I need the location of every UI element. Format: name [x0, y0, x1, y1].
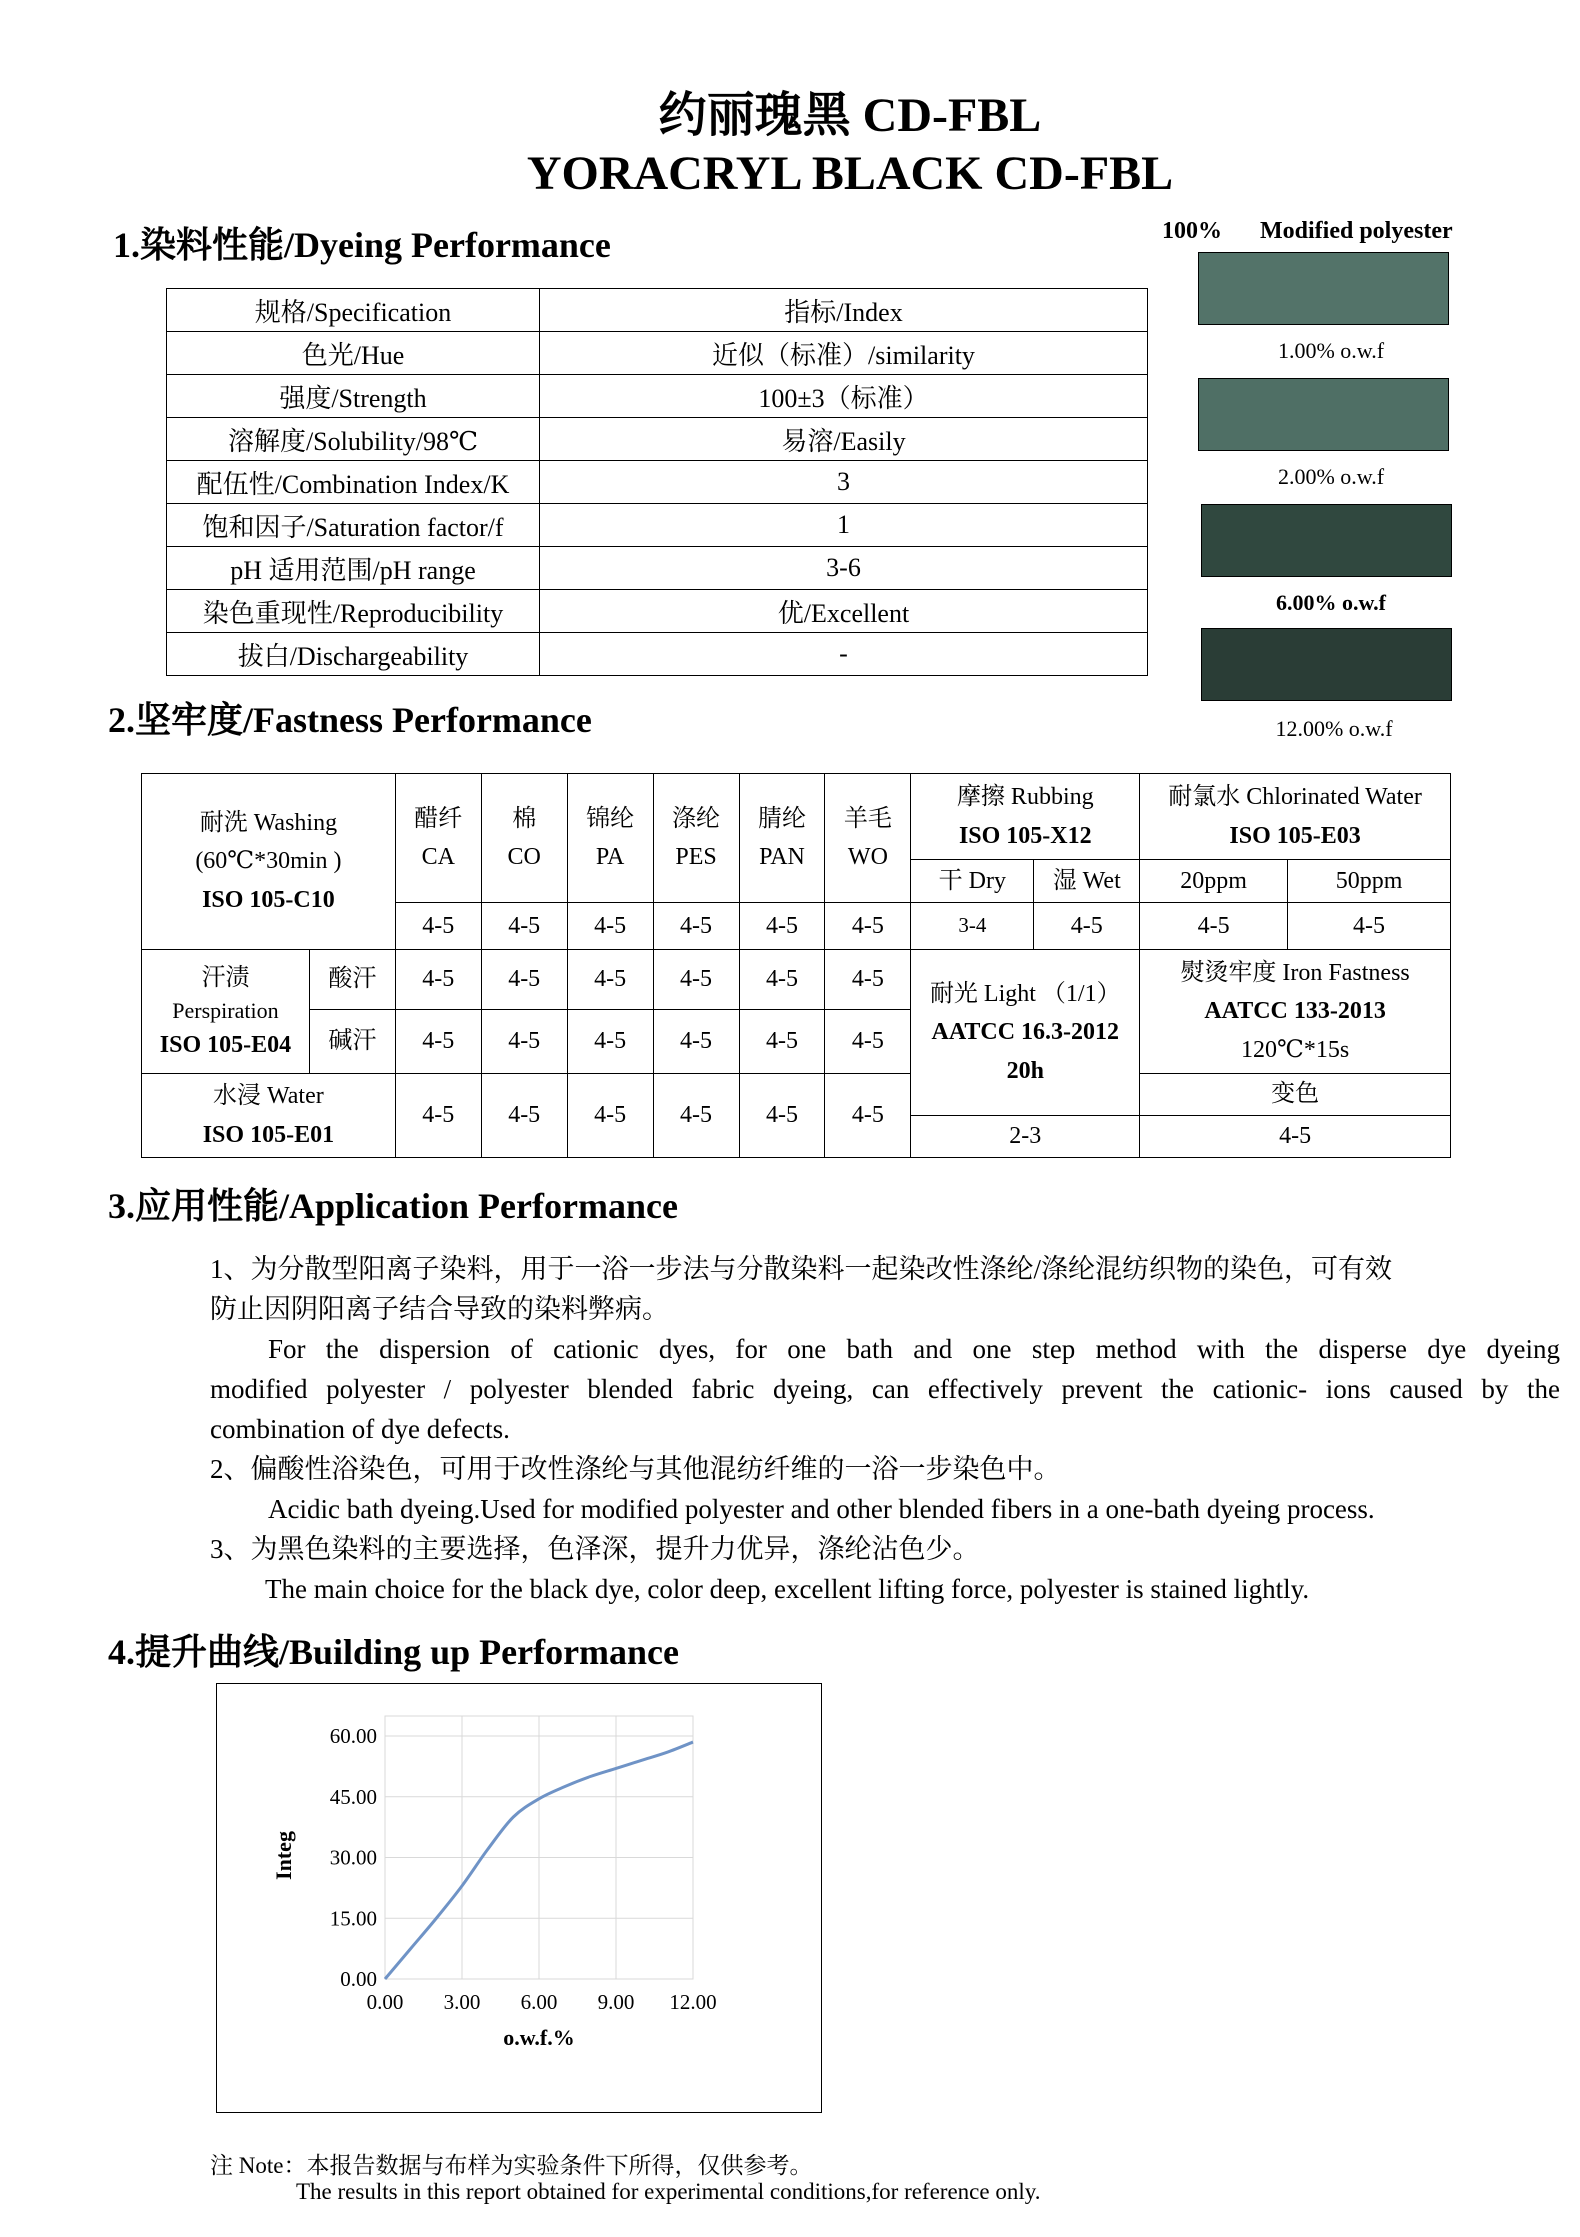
table-cell: 近似（标准）/similarity [540, 332, 1148, 375]
perspiration-cn: 汗渍 [201, 964, 250, 991]
table-row [142, 1074, 1451, 1116]
table-header-cell: 规格/Specification [167, 289, 540, 332]
washing-std: ISO 105-C10 [202, 886, 335, 913]
fiber-cn: 腈纶 [757, 805, 806, 832]
table-cell: 4-5 [395, 950, 481, 1010]
paragraph-line: For the dispersion of cationic dyes, for one bath and one step method with the disperse dye dyeing [268, 1334, 1560, 1364]
fiber-cn: 醋纤 [414, 805, 463, 832]
fiber-header [481, 774, 567, 903]
table-cell: 染色重现性/Reproducibility [167, 590, 540, 633]
building-up-chart [216, 1683, 822, 2113]
fiber-header [825, 774, 911, 903]
chlorinated-header [1140, 774, 1451, 860]
table-cell: 4-5 [653, 1010, 739, 1074]
perspiration-std: ISO 105-E04 [159, 1031, 292, 1058]
swatch-header-fiber: Modified polyester [1260, 218, 1453, 244]
chlorinated-v2-value: 4-5 [1288, 903, 1451, 950]
fiber-header [739, 774, 825, 903]
table-cell: 4-5 [739, 1010, 825, 1074]
fiber-en: PAN [759, 844, 805, 870]
table-row [167, 332, 1148, 375]
table-cell: 1 [540, 504, 1148, 547]
fiber-header [653, 774, 739, 903]
x-tick-label: 3.00 [443, 1990, 481, 2014]
x-tick-label: 12.00 [669, 1990, 717, 2014]
table-cell: 易溶/Easily [540, 418, 1148, 461]
table-header-cell: 指标/Index [540, 289, 1148, 332]
table-cell: 4-5 [653, 1074, 739, 1158]
fiber-cn: 锦纶 [586, 805, 635, 832]
swatch-1 [1198, 252, 1449, 325]
iron-value: 4-5 [1140, 1116, 1451, 1158]
water-name: 水浸 Water [213, 1083, 324, 1110]
fiber-cn: 棉 [512, 805, 537, 832]
x-tick-label: 0.00 [366, 1990, 404, 2014]
y-tick-label: 30.00 [329, 1845, 377, 1870]
x-tick-label: 6.00 [520, 1990, 558, 2014]
fiber-en: CO [507, 844, 541, 870]
table-row [167, 590, 1148, 633]
iron-name: 熨烫牢度 Iron Fastness [1180, 959, 1410, 986]
fiber-cn: 羊毛 [843, 805, 892, 832]
fiber-en: CA [421, 844, 455, 870]
fastness-table [141, 773, 1451, 1158]
table-cell: 4-5 [481, 1074, 567, 1158]
swatch-2 [1198, 378, 1449, 451]
swatch-label-1: 1.00% o.w.f [1277, 338, 1385, 363]
swatch-4 [1201, 628, 1452, 701]
table-cell: pH 适用范围/pH range [167, 547, 540, 590]
light-name: 耐光 Light （1/1） [929, 980, 1121, 1007]
y-tick-label: 60.00 [329, 1724, 377, 1748]
rubbing-std: ISO 105-X12 [958, 822, 1092, 849]
note-cn: 注 Note：本报告数据与布样为实验条件下所得，仅供参考。 [210, 2153, 813, 2178]
title-en: YORACRYL BLACK CD-FBL [526, 147, 1174, 200]
acid-label: 酸汗 [309, 950, 395, 1010]
table-cell: 4-5 [395, 903, 481, 950]
table-cell: 4-5 [567, 1010, 653, 1074]
fiber-en: PES [675, 844, 717, 870]
table-row [142, 774, 1451, 860]
table-row [167, 289, 1148, 332]
table-row [167, 633, 1148, 676]
chlorinated-v1-value: 4-5 [1140, 903, 1288, 950]
fiber-cn: 涤纶 [672, 805, 721, 832]
iron-cond: 120℃*15s [1240, 1036, 1350, 1063]
alkali-label: 碱汗 [309, 1010, 395, 1074]
light-value: 2-3 [911, 1116, 1140, 1158]
table-cell: 4-5 [739, 1074, 825, 1158]
chlorinated-std: ISO 105-E03 [1229, 822, 1361, 849]
paragraph-line: modified polyester / polyester blended fabric dyeing, can effectively prevent the cationic- ions caused by the [210, 1374, 1560, 1404]
section-1-heading: 1.染料性能/Dyeing Performance [113, 225, 611, 265]
table-cell: 4-5 [825, 950, 911, 1010]
rubbing-wet-value: 4-5 [1034, 903, 1140, 950]
light-std: AATCC 16.3-2012 [931, 1019, 1120, 1046]
light-time: 20h [1006, 1057, 1044, 1084]
table-row [167, 547, 1148, 590]
iron-cell [1140, 950, 1451, 1074]
table-cell: 优/Excellent [540, 590, 1148, 633]
table-cell: 配伍性/Combination Index/K [167, 461, 540, 504]
table-cell: 4-5 [825, 1010, 911, 1074]
table-cell: 4-5 [653, 950, 739, 1010]
iron-std: AATCC 133-2013 [1204, 998, 1386, 1025]
table-cell: 溶解度/Solubility/98℃ [167, 418, 540, 461]
rubbing-header [911, 774, 1140, 860]
y-tick-label: 45.00 [329, 1784, 377, 1809]
table-cell: 拔白/Dischargeability [167, 633, 540, 676]
table-cell: 3-6 [540, 547, 1148, 590]
table-cell: 饱和因子/Saturation factor/f [167, 504, 540, 547]
chart-svg [217, 1684, 821, 2112]
y-tick-label: 0.00 [340, 1967, 377, 1991]
section-2-heading: 2.坚牢度/Fastness Performance [108, 700, 592, 740]
table-cell: - [540, 633, 1148, 676]
x-axis-label: o.w.f.% [503, 2025, 575, 2050]
rubbing-dry-value: 3-4 [911, 903, 1034, 950]
table-cell: 4-5 [567, 903, 653, 950]
table-cell: 4-5 [395, 1074, 481, 1158]
rubbing-name: 摩擦 Rubbing [956, 784, 1094, 811]
rubbing-dry-label: 干 Dry [911, 860, 1034, 903]
table-cell: 4-5 [481, 950, 567, 1010]
washing-name: 耐洗 Washing [199, 809, 338, 836]
table-cell: 色光/Hue [167, 332, 540, 375]
application-text [210, 1249, 1560, 1609]
paragraph-line: combination of dye defects. [210, 1414, 510, 1444]
section-4-heading: 4.提升曲线/Building up Performance [108, 1632, 680, 1672]
water-cell [142, 1074, 396, 1158]
chlorinated-name: 耐氯水 Chlorinated Water [1168, 784, 1422, 811]
table-cell: 4-5 [739, 903, 825, 950]
paragraph-line: 2、偏酸性浴染色，可用于改性涤纶与其他混纺纤维的一浴一步染色中。 [210, 1454, 1061, 1484]
table-cell: 4-5 [481, 1010, 567, 1074]
table-cell: 4-5 [481, 903, 567, 950]
table-row [167, 418, 1148, 461]
washing-cond: (60℃*30min ) [195, 848, 342, 875]
section-3-heading: 3.应用性能/Application Performance [108, 1186, 678, 1226]
table-row [167, 375, 1148, 418]
perspiration-en: Perspiration [172, 998, 279, 1024]
perspiration-cell [142, 950, 310, 1074]
table-cell: 强度/Strength [167, 375, 540, 418]
swatch-label-2: 2.00% o.w.f [1277, 464, 1385, 489]
table-cell: 100±3（标准） [540, 375, 1148, 418]
title-cn: 约丽瑰黑 CD-FBL [658, 89, 1042, 142]
paragraph-line: Acidic bath dyeing.Used for modified polyester and other blended fibers in a one-bath dyeing process. [268, 1494, 1375, 1524]
table-cell: 4-5 [739, 950, 825, 1010]
fiber-en: WO [847, 844, 888, 870]
fiber-en: PA [595, 844, 625, 870]
water-std: ISO 105-E01 [202, 1121, 335, 1148]
light-cell [911, 950, 1140, 1116]
paragraph-line: 1、为分散型阳离子染料，用于一浴一步法与分散染料一起染改性涤纶/涤纶混纺织物的染色，可有效 [210, 1254, 1392, 1284]
paragraph-line: The main choice for the black dye, color deep, excellent lifting force, polyester is stained lightly. [265, 1574, 1310, 1604]
swatch-header-pct: 100% [1162, 218, 1222, 244]
iron-sub-label: 变色 [1140, 1074, 1451, 1116]
fiber-header [567, 774, 653, 903]
table-cell: 4-5 [395, 1010, 481, 1074]
paragraph-line: 防止因阴阳离子结合导致的染料弊病。 [210, 1294, 669, 1324]
dyeing-performance-table [166, 288, 1148, 676]
table-cell: 3 [540, 461, 1148, 504]
table-row [167, 461, 1148, 504]
chlorinated-c1-label: 20ppm [1140, 860, 1288, 903]
note-en: The results in this report obtained for experimental conditions,for reference only. [296, 2179, 1041, 2204]
fiber-header [395, 774, 481, 903]
table-row [167, 504, 1148, 547]
y-tick-label: 15.00 [329, 1906, 377, 1931]
washing-cell [142, 774, 396, 950]
table-cell: 4-5 [567, 950, 653, 1010]
swatch-label-3: 6.00% o.w.f [1276, 590, 1386, 615]
swatch-header [1162, 218, 1453, 245]
swatch-label-4: 12.00% o.w.f [1275, 716, 1393, 741]
table-cell: 4-5 [825, 903, 911, 950]
y-axis-label: Integ [271, 1831, 296, 1880]
table-cell: 4-5 [653, 903, 739, 950]
table-cell: 4-5 [825, 1074, 911, 1158]
swatch-3 [1201, 504, 1452, 577]
table-cell: 4-5 [567, 1074, 653, 1158]
chlorinated-c2-label: 50ppm [1288, 860, 1451, 903]
table-row [142, 950, 1451, 1010]
rubbing-wet-label: 湿 Wet [1034, 860, 1140, 903]
x-tick-label: 9.00 [597, 1990, 635, 2014]
paragraph-line: 3、为黑色染料的主要选择，色泽深，提升力优异，涤纶沾色少。 [210, 1534, 980, 1564]
